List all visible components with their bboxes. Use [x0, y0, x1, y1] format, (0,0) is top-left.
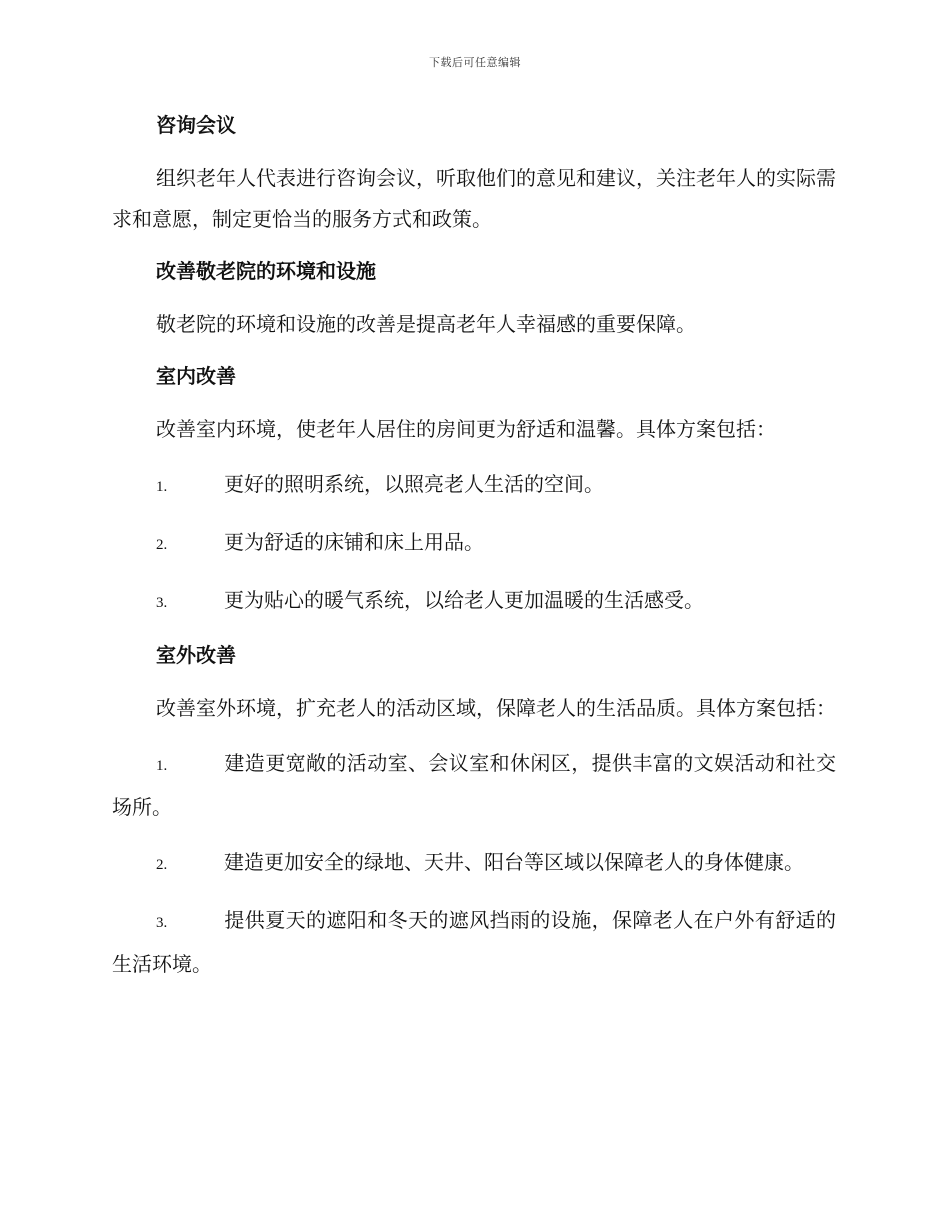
section-paragraph-outdoor: 改善室外环境，扩充老人的活动区域，保障老人的生活品质。具体方案包括：: [156, 696, 836, 720]
section-paragraph-environment: 敬老院的环境和设施的改善是提高老年人幸福感的重要保障。: [156, 312, 696, 336]
list-item-text: 更为舒适的床铺和床上用品。: [224, 530, 484, 554]
list-item-number: 1.: [156, 479, 168, 495]
document-body: [112, 108, 836, 999]
section-heading-consultation: 咨询会议: [156, 113, 236, 137]
header-note: 下载后可任意编辑: [429, 56, 521, 69]
list-item-number: 3.: [156, 595, 168, 611]
section-paragraph-consultation: 组织老年人代表进行咨询会议，听取他们的意见和建议，关注老年人的实际需求和意愿，制定更恰当的服务方式和政策。: [112, 166, 836, 231]
list-item: [112, 522, 836, 566]
list-item: [112, 580, 836, 624]
list-item: [112, 464, 836, 508]
list-item-text: 建造更加安全的绿地、天井、阳台等区域以保障老人的身体健康。: [224, 850, 804, 874]
list-item-number: 3.: [156, 915, 168, 931]
section-heading-environment: 改善敬老院的环境和设施: [156, 259, 376, 283]
section-heading-outdoor: 室外改善: [156, 643, 236, 667]
list-item-text: 提供夏天的遮阳和冬天的遮风挡雨的设施，保障老人在户外有舒适的生活环境。: [112, 908, 836, 976]
list-item-number: 1.: [156, 758, 168, 774]
section-heading-indoor: 室内改善: [156, 364, 236, 388]
list-item-number: 2.: [156, 857, 168, 873]
list-item-number: 2.: [156, 537, 168, 553]
list-item-text: 更为贴心的暖气系统，以给老人更加温暖的生活感受。: [224, 588, 704, 612]
list-item: [112, 842, 836, 886]
list-item-text: 更好的照明系统，以照亮老人生活的空间。: [224, 472, 604, 496]
list-item: [112, 743, 836, 828]
list-item: [112, 900, 836, 985]
section-paragraph-indoor: 改善室内环境，使老年人居住的房间更为舒适和温馨。具体方案包括：: [156, 417, 776, 441]
list-item-text: 建造更宽敞的活动室、会议室和休闲区，提供丰富的文娱活动和社交场所。: [112, 751, 836, 819]
